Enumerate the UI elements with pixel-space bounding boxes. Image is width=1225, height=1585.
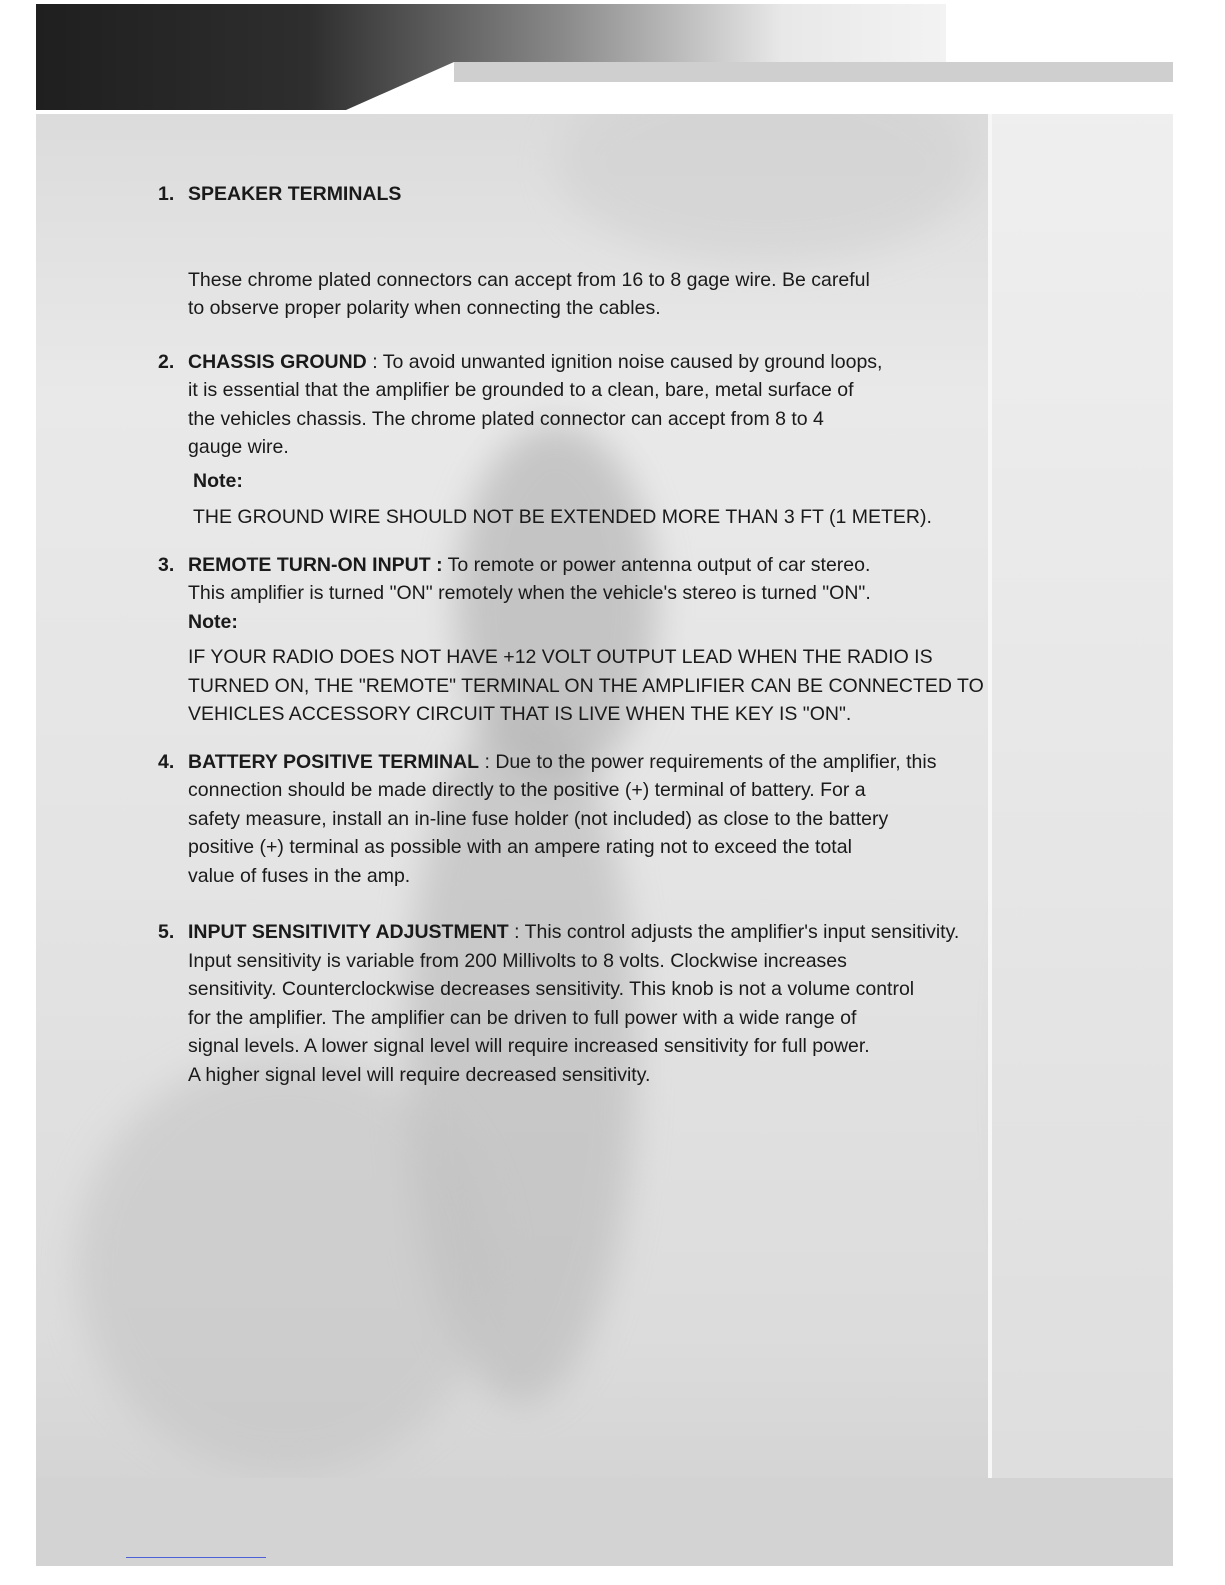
section-text: to observe proper polarity when connecting the cables. [188,297,661,319]
section-text: connection should be made directly to the positive (+) terminal of battery. For a [188,779,866,801]
section-battery-positive [158,748,1058,891]
heading-separator: : [479,750,496,773]
section-number: 2. [158,350,175,373]
section-first-line [188,918,1058,947]
section-text: signal levels. A lower signal level will require increased sensitivity for full power. [188,1035,870,1057]
section-text: These chrome plated connectors can accept from 16 to 8 gage wire. Be careful [188,268,870,291]
header-banner [36,4,1173,114]
section-heading: CHASSIS GROUND [188,350,367,373]
section-number: 3. [158,553,175,576]
section-heading: BATTERY POSITIVE TERMINAL [188,750,480,773]
note-text: IF YOUR RADIO DOES NOT HAVE +12 VOLT OUTPUT LEAD WHEN THE RADIO IS [188,646,933,668]
section-text: Input sensitivity is variable from 200 Millivolts to 8 volts. Clockwise increases [188,949,847,972]
document-body [158,180,1058,1089]
section-input-sensitivity [158,918,1058,1089]
footer-band [36,1478,1173,1566]
section-number: 5. [158,921,175,943]
background-photo-shade [76,1054,496,1474]
note-text: THE GROUND WIRE SHOULD NOT BE EXTENDED MORE THAN 3 FT (1 METER). [193,506,932,528]
note-text: VEHICLES ACCESSORY CIRCUIT THAT IS LIVE WHEN THE KEY IS "ON". [188,703,852,725]
section-text: sensitivity. Counterclockwise decreases sensitivity. This knob is not a volume control [188,978,915,1000]
section-text: To remote or power antenna output of car stereo. [442,553,871,576]
section-text: This amplifier is turned "ON" remotely when the vehicle's stereo is turned "ON". [188,582,871,604]
section-text: Due to the power requirements of the amplifier, this [495,750,937,773]
section-text: it is essential that the amplifier be grounded to a clean, bare, metal surface of [188,379,854,401]
section-first-line [188,748,1058,777]
section-text: the vehicles chassis. The chrome plated connector can accept from 8 to 4 [188,407,824,430]
note-label: Note: [188,610,238,633]
note-text: TURNED ON, THE "REMOTE" TERMINAL ON THE AMPLIFIER CAN BE CONNECTED TO [188,674,984,697]
section-chassis-ground [158,348,1058,532]
section-text: positive (+) terminal as possible with an ampere rating not to exceed the total [188,836,852,858]
section-first-line [188,348,1058,377]
section-heading: REMOTE TURN-ON INPUT : [188,553,443,576]
section-heading: INPUT SENSITIVITY ADJUSTMENT [188,921,509,943]
footer-link-underline [126,1557,266,1558]
section-number: 4. [158,750,175,773]
section-number: 1. [158,183,175,205]
section-text: safety measure, install an in-line fuse holder (not included) as close to the battery [188,807,889,830]
note-label: Note: [193,469,243,492]
section-heading: SPEAKER TERMINALS [188,183,402,205]
section-first-line [188,551,1058,580]
section-text: for the amplifier. The amplifier can be driven to full power with a wide range of [188,1006,857,1029]
section-text: This control adjusts the amplifier's input sensitivity. [524,921,960,943]
section-text: To avoid unwanted ignition noise caused by ground loops, [382,350,883,373]
heading-separator: : [508,921,525,943]
heading-separator: : [366,350,383,373]
section-text: gauge wire. [188,436,289,458]
section-text: A higher signal level will require decreased sensitivity. [188,1063,651,1086]
section-remote-turn-on [158,551,1058,729]
section-text: value of fuses in the amp. [188,864,411,887]
section-speaker-terminals [158,180,1058,323]
